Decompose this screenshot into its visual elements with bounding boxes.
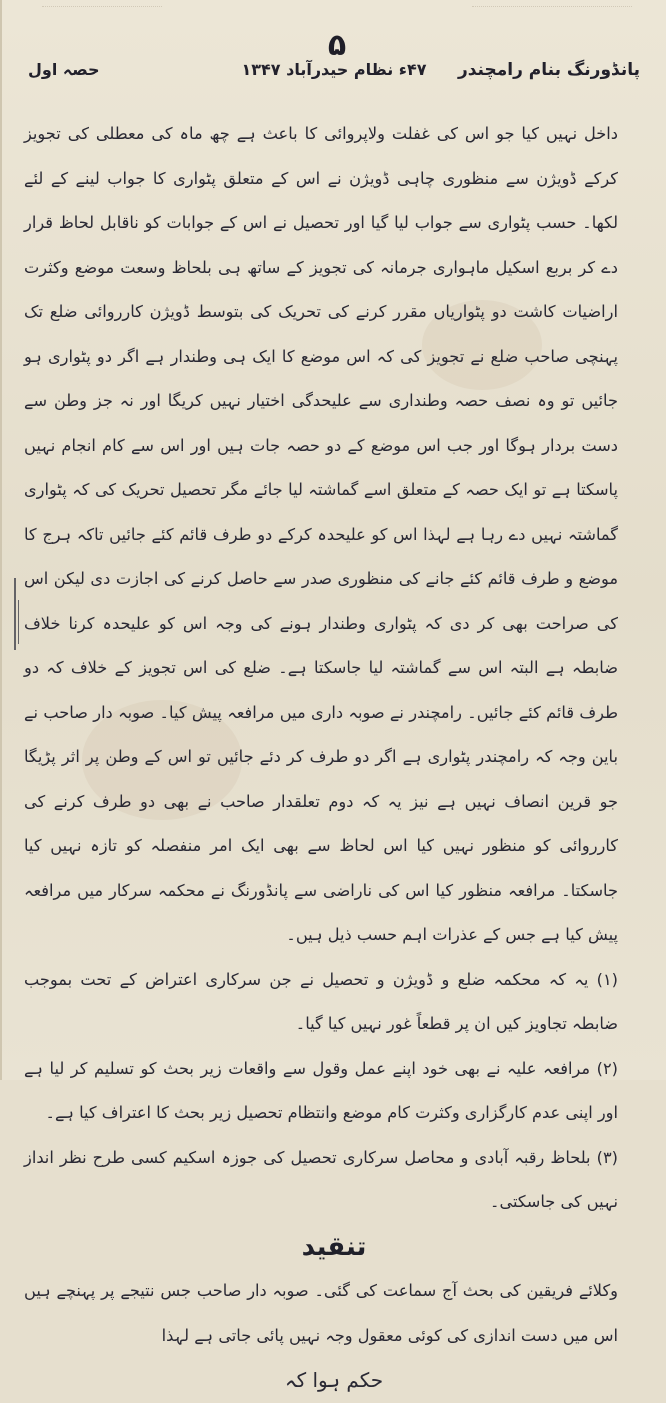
faded-bleedthrough [42,6,162,21]
objection-point: (۱) یہ کہ محکمہ ضلع و ڈویژن و تحصیل نے جن سرکاری اعتراض کے تحت بموجب ضابطہ تجاویز کیں ان پر قطعاً غور نہیں کیا گیا۔ [24,969,618,1033]
order-line: حکم ہوا کہ [284,1368,384,1392]
paragraph: داخل نہیں کیا جو اس کی غفلت ولاپروائی کا باعث ہے چھ ماہ کی معطلی کی تجویز کرکے ڈویژن سے منظوری چاہی ڈویژن نے اس کے متعلق پٹواری کا جواب لینے کے لئے لکھا۔ حسب پٹواری سے جواب لیا گیا اور تحصیل نے اس کے جوابات کو ناقابل لحاظ قرار دے کر بربع اسکیل ماہواری جرمانہ کی تجویز کے ساتھ ہی بلحاظ وسعت موضع وکثرت اراضیات کاشت دو پٹواریاں مقرر کرنے کی تحریک کی بتوسط ڈویژن کارروائی ضلع تک پہنچی صاحب ضلع نے تجویز کی کہ اس موضع کا ایک ہی وطندار ہے اگر دو پٹواری ہو جائیں تو وہ نصف حصہ وطنداری سے علیحدگی اختیار نہیں کریگا اور نہ جز وطن سے دست بردار ہوگا اور جب اس موضع کے دو حصہ جات ہیں اور اس سے کام انجام نہیں پاسکتا ہے تو ایک حصہ کے متعلق اسے گماشتہ لیا جائے مگر تحصیل تحریک کی کہ پٹواری گماشتہ نہیں دے رہا ہے لہذا اس کو علیحدہ کرکے دو طرف قائم کئے جائیں تاکہ ہرج کا موضع و طرف قائم کئے جانے کی منظوری صدر سے حاصل کرنے کی اجازت دی لیکن اس کی صراحت بھی کر دی کہ پٹواری وطندار ہونے کی وجہ اس کو علیحدہ کرنا خلاف ضابطہ ہے البتہ اس سے گماشتہ لیا جاسکتا ہے۔ ضلع کی اس تجویز کے خلاف کہ دو طرف قائم کئے جائیں۔ رامچندر نے صوبہ داری میں مرافعہ پیش کیا۔ صوبہ دار صاحب نے باین وجہ کہ رامچندر پٹواری ہے اگر دو طرف کر دئے جائیں تو اس کے وطن پر اثر پڑیگا جو قرین انصاف نہیں ہے نیز یہ کہ دوم تعلقدار صاحب نے بھی دو طرف کرنے کی کارروائی کو منظور نہیں کیا اس لحاظ سے بھی ایک امر منفصلہ کو تازہ نہیں کیا جاسکتا۔ مرافعہ منظور کیا اس کی ناراضی سے پانڈورنگ نے محکمہ سرکار میں مرافعہ پیش کیا ہے جس کے عذرات اہم حسب ذیل ہیں۔ [24,124,618,944]
objection-point: (۲) مرافعہ علیہ نے بھی خود اپنے عمل وقول سے واقعات زیر بحث کو تسلیم کر لیا ہے اور اپنی عدم کارگزاری وکثرت کام موضع وانتظام تحصیل زیر بحث کا اعتراف کیا ہے۔ [24,1058,618,1122]
margin-bracket [18,600,19,644]
objection-point: (۳) بلحاظ رقبہ آبادی و محاصل سرکاری تحصیل کی جوزہ اسکیم کسی طرح نظر انداز نہیں کی جاسکتی۔ [24,1147,618,1211]
page-header [2,0,666,92]
judgment-body [24,112,644,1392]
report-citation: ۴۷ء نظام حیدرآباد ۱۳۴۷ [241,60,427,79]
closing-paragraph: وکلائے فریقین کی بحث آج سماعت کی گئی۔ صوبہ دار صاحب جس نتیجے پر پہنچے ہیں اس میں دست اندازی کی کوئی معقول وجہ نہیں پائی جاتی ہے لہذا [24,1281,618,1345]
margin-bracket [14,578,16,650]
section-heading: تنقید [301,1231,367,1262]
faded-bleedthrough [472,6,632,21]
case-title: پانڈورنگ بنام رامچندر [457,60,640,80]
page-number: ۵ [327,28,347,63]
volume-label: حصہ اول [28,60,100,79]
